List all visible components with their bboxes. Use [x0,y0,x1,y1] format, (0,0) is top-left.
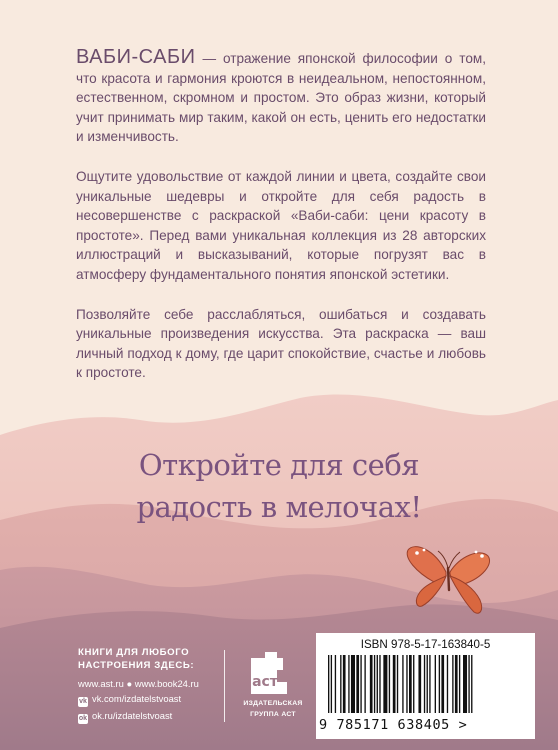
barcode-bar [424,655,425,713]
ast-logo [232,648,314,719]
vk-link-row[interactable] [78,692,199,707]
barcode-bar [435,655,436,713]
barcode-bar [441,655,444,713]
barcode-bar [393,655,396,713]
paragraph-1-text: — отражение японской философии о том, что красота и гармония кроются в неидеальном, непостоянном, естественном, скромном и простом. Это образ жизни, который учит принимать мир таким, какой он есть, ценить его недостатки и изменчивость. [76,51,486,145]
barcode-bar [374,655,375,713]
barcode-bar [343,655,346,713]
barcode-bar [360,655,361,713]
lead-word: ВАБИ-САБИ [76,46,196,68]
barcode-bar [463,655,467,713]
barcode-bar [455,655,458,713]
barcode-bar [439,655,440,713]
vk-icon: vk [79,698,87,705]
barcode-bar [468,655,469,713]
footer-divider [224,650,225,722]
barcode-bar [335,655,336,713]
promo-heading-line-1: КНИГИ ДЛЯ ЛЮБОГО [78,647,190,658]
barcode-bar [418,655,421,713]
barcode-bar [331,655,332,713]
ast-logo-caption-1: ИЗДАТЕЛЬСКАЯ [243,700,303,707]
promo-heading-line-2: НАСТРОЕНИЯ ЗДЕСЬ: [78,660,195,671]
barcode-bar [351,655,355,713]
barcode-bar [328,655,329,713]
barcode-box [316,633,535,739]
barcode-bar [389,655,390,713]
ok-link-row[interactable] [78,709,199,724]
description-paragraph-2: Ощутите удовольствие от каждой линии и цвета, создайте свои уникальные шедевры и откройте для себя радость в несовершенстве с раскраской «Ваби-саби: цени красоту в простоте». Перед вами уникальная коллекция из 28 авторских иллюстраций и высказываний, которые погрузят вас в атмосферу фундаментального понятия японской эстетики. [76,168,486,282]
barcode-bar [427,655,428,713]
ast-logo-mark [243,648,303,698]
slogan-line-2: радость в мелочах! [136,490,422,524]
barcode-bar [459,655,460,713]
isbn-number: ISBN 978-5-17-163840-5 [360,638,491,651]
barcode-bar [397,655,398,713]
barcode-bar [409,655,412,713]
barcode-bar [402,655,403,713]
barcode-bar [379,655,380,713]
barcode-bar [340,655,341,713]
barcode-bar [370,655,373,713]
description-block [76,48,486,403]
slogan-line-1: Откройте для себя [138,448,420,482]
barcode-bar [447,655,448,713]
ast-logo-caption-2: ГРУППА АСТ [250,710,296,718]
ok-icon: ok [78,715,88,722]
websites-link[interactable]: www.ast.ru ● www.book24.ru [78,678,199,689]
barcode-bar [429,655,430,713]
barcode-bar [364,655,365,713]
vk-link[interactable]: vk.com/izdatelstvoast [92,693,182,704]
description-paragraph-3: Позволяйте себе расслабляться, ошибаться и создавать уникальные произведения искусства. Эта раскраска — ваш личный подход к дому, где царит спокойствие, счастье и любовь к простоте. [76,306,486,381]
barcode-bar [471,655,472,713]
ast-logo-text: аст [252,674,278,690]
description-paragraph-1 [76,48,486,147]
barcode-bar [383,655,387,713]
barcode-bar [406,655,407,713]
barcode-bar [377,655,378,713]
ean-digits: 9 785171 638405 > [319,717,468,733]
barcode-bar [452,655,453,713]
barcode-bar [356,655,359,713]
barcode-bar [348,655,349,713]
barcode-bars [328,655,523,719]
barcode-bar [413,655,414,713]
ok-link[interactable]: ok.ru/izdatelstvoast [92,710,173,721]
slogan [0,444,558,528]
promo-block [78,646,199,724]
butterfly-illustration [404,542,496,624]
